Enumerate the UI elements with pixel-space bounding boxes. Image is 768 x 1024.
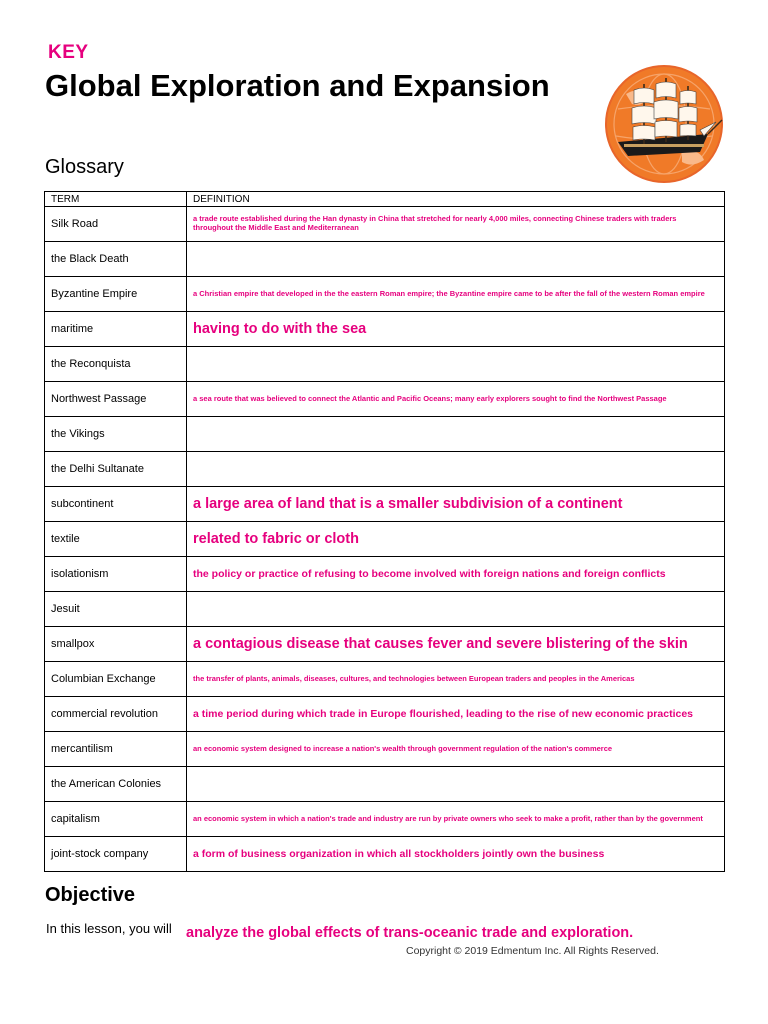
objective-lead-text: In this lesson, you will — [46, 921, 172, 936]
table-row — [45, 452, 725, 487]
glossary-definition: a time period during which trade in Europe flourished, leading to the rise of new economic practices — [187, 697, 725, 732]
table-row — [45, 557, 725, 592]
glossary-term: the Reconquista — [45, 347, 187, 382]
glossary-definition: related to fabric or cloth — [187, 522, 725, 557]
glossary-definition — [187, 242, 725, 277]
glossary-term: subcontinent — [45, 487, 187, 522]
table-row — [45, 312, 725, 347]
glossary-definition: an economic system in which a nation's trade and industry are run by private owners who seek to make a profit, rather than by the government — [187, 802, 725, 837]
glossary-definition: a contagious disease that causes fever and severe blistering of the skin — [187, 627, 725, 662]
glossary-term: the American Colonies — [45, 767, 187, 802]
glossary-definition: a sea route that was believed to connect the Atlantic and Pacific Oceans; many early explorers sought to find the Northwest Passage — [187, 382, 725, 417]
table-row — [45, 662, 725, 697]
glossary-body — [45, 207, 725, 872]
table-row — [45, 837, 725, 872]
glossary-definition — [187, 767, 725, 802]
ship-globe-icon — [604, 64, 724, 184]
glossary-term: mercantilism — [45, 732, 187, 767]
table-row — [45, 382, 725, 417]
glossary-term: Columbian Exchange — [45, 662, 187, 697]
glossary-definition — [187, 417, 725, 452]
table-header-row — [45, 192, 725, 207]
key-label: KEY — [48, 42, 89, 63]
glossary-definition: the transfer of plants, animals, diseases, cultures, and technologies between European traders and peoples in the Americas — [187, 662, 725, 697]
glossary-term: joint-stock company — [45, 837, 187, 872]
glossary-definition: a large area of land that is a smaller subdivision of a continent — [187, 487, 725, 522]
table-row — [45, 627, 725, 662]
table-row — [45, 487, 725, 522]
glossary-definition — [187, 452, 725, 487]
table-row — [45, 592, 725, 627]
table-row — [45, 522, 725, 557]
glossary-term: the Vikings — [45, 417, 187, 452]
glossary-term: maritime — [45, 312, 187, 347]
column-header-definition: DEFINITION — [187, 192, 725, 207]
table-row — [45, 767, 725, 802]
glossary-table — [44, 191, 725, 872]
objective-answer: analyze the global effects of trans-oceanic trade and exploration. — [186, 925, 634, 941]
glossary-definition — [187, 592, 725, 627]
objective-heading: Objective — [45, 884, 136, 906]
glossary-term: smallpox — [45, 627, 187, 662]
copyright-text: Copyright © 2019 Edmentum Inc. All Rights Reserved. — [406, 945, 659, 957]
glossary-definition: having to do with the sea — [187, 312, 725, 347]
glossary-definition: a Christian empire that developed in the the eastern Roman empire; the Byzantine empire came to be after the fall of the western Roman empire — [187, 277, 725, 312]
table-row — [45, 802, 725, 837]
column-header-term: TERM — [45, 192, 187, 207]
glossary-definition — [187, 347, 725, 382]
glossary-definition: the policy or practice of refusing to become involved with foreign nations and foreign conflicts — [187, 557, 725, 592]
glossary-term: Silk Road — [45, 207, 187, 242]
glossary-term: the Delhi Sultanate — [45, 452, 187, 487]
glossary-term: Jesuit — [45, 592, 187, 627]
table-row — [45, 242, 725, 277]
glossary-term: isolationism — [45, 557, 187, 592]
glossary-definition: an economic system designed to increase a nation's wealth through government regulation of the nation's commerce — [187, 732, 725, 767]
glossary-definition: a trade route established during the Han dynasty in China that stretched for nearly 4,000 miles, connecting Chinese traders with traders throughout the Middle East and Mediterranean — [187, 207, 725, 242]
table-row — [45, 417, 725, 452]
glossary-definition: a form of business organization in which all stockholders jointly own the business — [187, 837, 725, 872]
glossary-term: Byzantine Empire — [45, 277, 187, 312]
page-title: Global Exploration and Expansion — [45, 68, 550, 103]
table-row — [45, 697, 725, 732]
glossary-term: textile — [45, 522, 187, 557]
table-row — [45, 207, 725, 242]
glossary-term: the Black Death — [45, 242, 187, 277]
glossary-term: capitalism — [45, 802, 187, 837]
table-row — [45, 732, 725, 767]
table-row — [45, 277, 725, 312]
glossary-heading: Glossary — [45, 156, 124, 178]
table-row — [45, 347, 725, 382]
glossary-term: commercial revolution — [45, 697, 187, 732]
glossary-term: Northwest Passage — [45, 382, 187, 417]
